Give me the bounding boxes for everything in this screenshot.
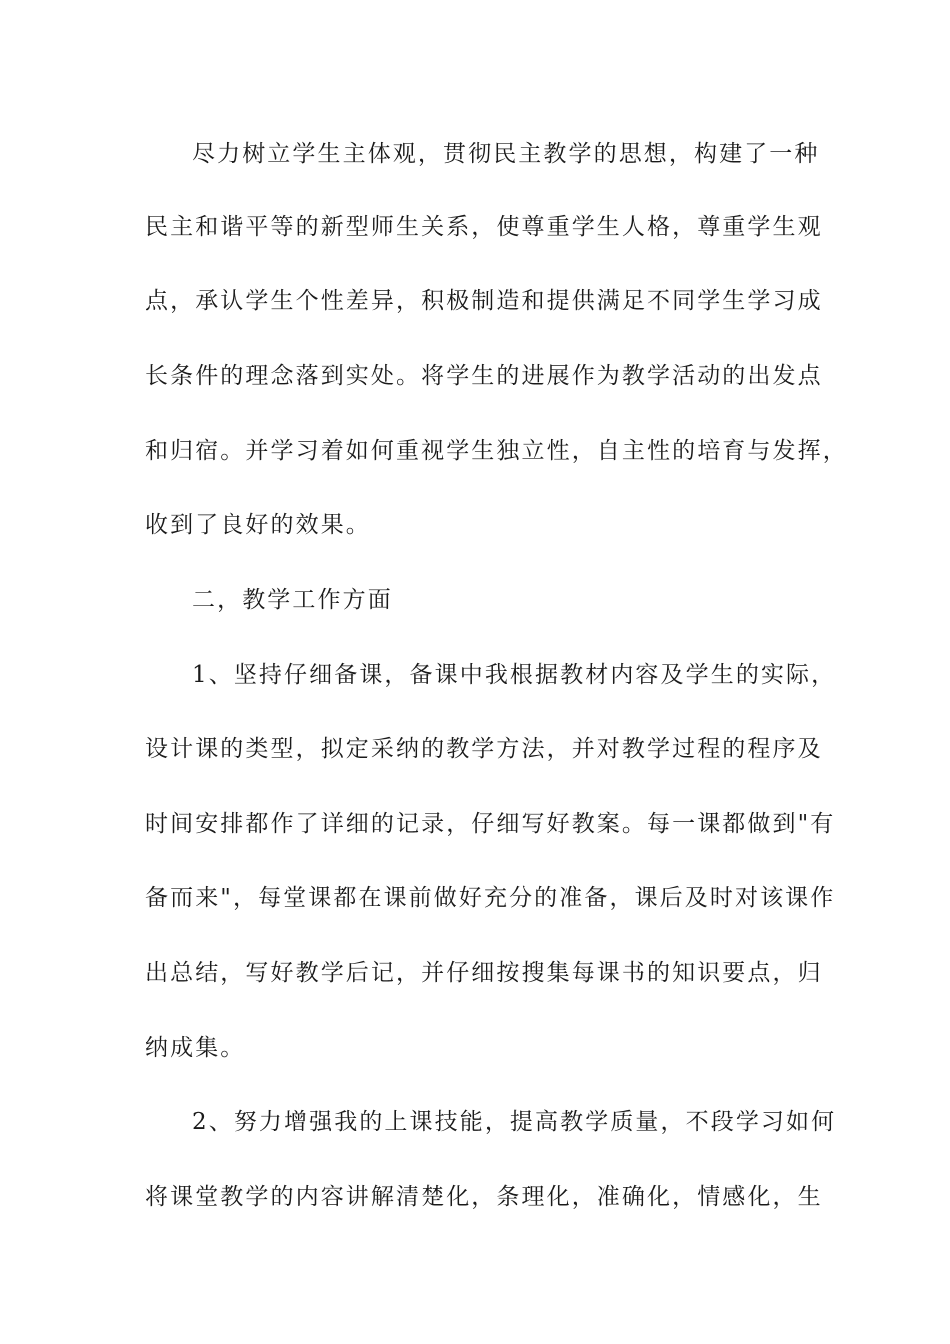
text-line: 收到了良好的效果。	[145, 512, 371, 538]
text-line: 1、坚持仔细备课，备课中我根据教材内容及学生的实际，	[192, 662, 837, 688]
text-line: 长条件的理念落到实处。将学生的进展作为教学活动的出发点	[145, 363, 823, 389]
text-line: 和归宿。并学习着如何重视学生独立性，自主性的培育与发挥，	[145, 438, 848, 464]
text-line: 纳成集。	[145, 1035, 246, 1061]
text-line: 出总结，写好教学后记，并仔细按搜集每课书的知识要点，归	[145, 960, 823, 986]
text-line: 民主和谐平等的新型师生关系，使尊重学生人格，尊重学生观	[145, 214, 823, 240]
text-line: 2、努力增强我的上课技能，提高教学质量，不段学习如何	[192, 1109, 837, 1135]
text-line: 设计课的类型，拟定采纳的教学方法，并对教学过程的程序及	[145, 736, 823, 762]
text-line: 将课堂教学的内容讲解清楚化，条理化，准确化，情感化，生	[145, 1184, 823, 1210]
text-line: 尽力树立学生主体观，贯彻民主教学的思想，构建了一种	[192, 141, 820, 167]
text-line: 点，承认学生个性差异，积极制造和提供满足不同学生学习成	[145, 288, 823, 314]
text-line: 时间安排都作了详细的记录，仔细写好教案。每一课都做到"有	[145, 811, 836, 837]
section-heading: 二，教学工作方面	[192, 587, 393, 613]
text-line: 备而来"，每堂课都在课前做好充分的准备，课后及时对该课作	[145, 885, 836, 911]
